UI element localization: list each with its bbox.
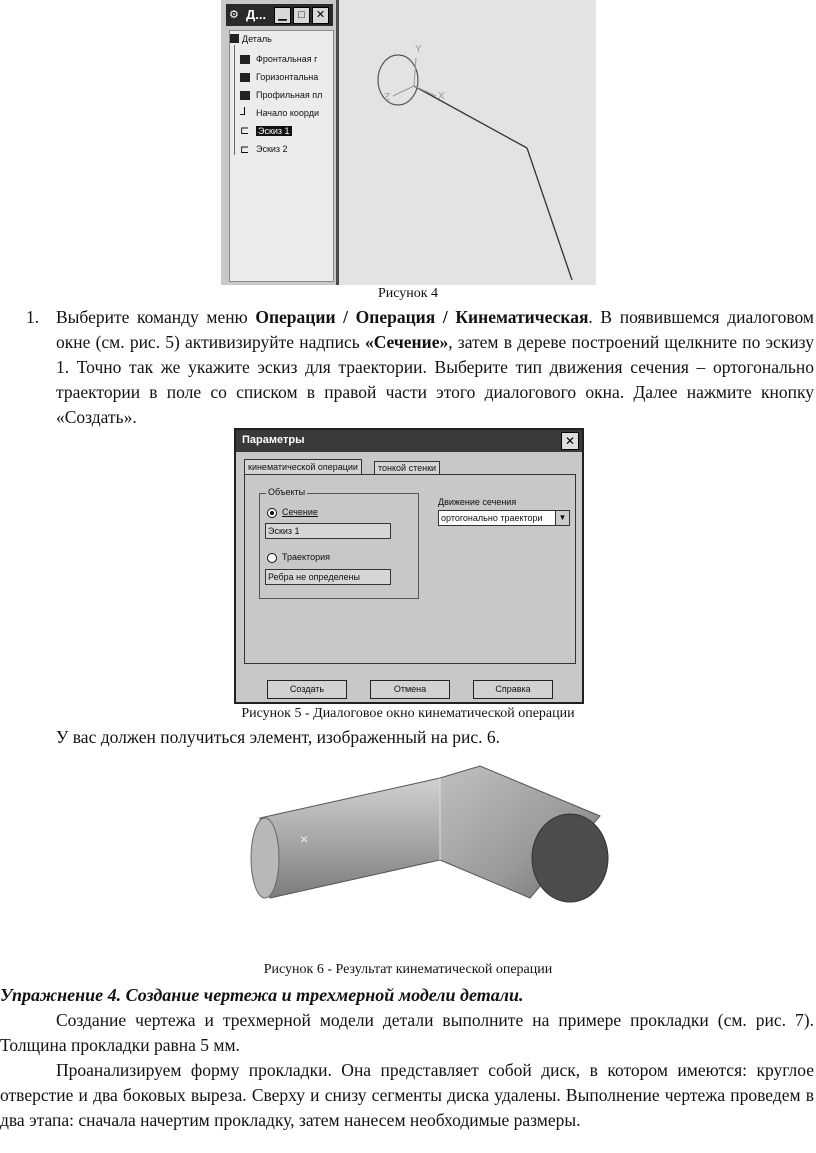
tree-item-origin[interactable]: Начало коорди [256, 108, 319, 118]
sketch-viewport [339, 0, 596, 285]
step-1-text-c: , затем в дереве построений щелкните по эскизу 1. Точно так же укажите эскиз для траектории. Выберите тип движения сечения – ортогонально траектории в поле со списком в правой части этого диалогового окна. Далее нажмите кнопку «Создать». [56, 332, 814, 427]
close-icon[interactable]: ✕ [561, 432, 579, 450]
x-axis-label: X [438, 91, 445, 102]
tree-item-sketch-2[interactable]: Эскиз 2 [256, 144, 288, 154]
step-1-text [56, 305, 814, 430]
minimize-icon[interactable]: ▁ [274, 7, 291, 24]
tab-panel [244, 474, 576, 664]
menu-path: Операции / Операция / Кинематическая [255, 307, 589, 327]
z-axis-label: Z [384, 92, 391, 103]
exercise-paragraph-2: Проанализируем форму прокладки. Она представляет собой диск, в котором имеются: круглое отверстие и два боковых выреза. Сверху и снизу сегменты диска удалены. Выполнение чертежа проведем в два этапа: сначала начертим прокладку, затем нанесем необходимые размеры. [0, 1060, 814, 1130]
maximize-icon[interactable]: □ [293, 7, 310, 24]
tree-item-part[interactable]: Деталь [242, 34, 272, 44]
trajectory-radio[interactable] [267, 553, 277, 563]
figure-6-model [240, 758, 620, 968]
origin-marker-icon: × [300, 831, 309, 847]
tree-window-titlebar [226, 4, 333, 26]
y-axis-label: Y [415, 44, 422, 55]
section-label[interactable]: Сечение [282, 507, 318, 517]
tree-item-horizontal-plane[interactable]: Горизонтальна [256, 72, 319, 82]
sketch-icon: ⊏ [240, 125, 250, 137]
sketch-icon: ⊏ [240, 144, 250, 156]
chevron-down-icon[interactable]: ▼ [555, 511, 569, 525]
help-button[interactable]: Справка [473, 680, 553, 699]
y-axis [414, 58, 416, 86]
section-radio[interactable] [267, 508, 277, 518]
tree-window-title: Д... [246, 7, 267, 22]
figure-5-caption: Рисунок 5 - Диалоговое окно кинематической операции [241, 706, 575, 721]
step-number: 1. [26, 307, 40, 327]
motion-select-value: ортогонально траектори [441, 513, 543, 523]
objects-group [259, 487, 419, 599]
result-text: У вас должен получиться элемент, изображенный на рис. 6. [56, 727, 501, 747]
figure-6-caption: Рисунок 6 - Результат кинематической операции [263, 962, 553, 977]
plane-icon [240, 73, 250, 82]
tree-connector [234, 45, 235, 155]
app-icon: ⚙ [229, 9, 239, 21]
tree-item-frontal-plane[interactable]: Фронтальная г [256, 54, 318, 64]
tab-thin-wall[interactable]: тонкой стенки [374, 461, 440, 475]
model-tree [229, 30, 334, 282]
cylinder-end-face [532, 814, 608, 902]
cancel-button[interactable]: Отмена [370, 680, 450, 699]
dialog-titlebar [236, 430, 582, 452]
step-1-text-b: . В появившемся диалоговом окне (см. рис. 5) активизируйте надпись [56, 307, 814, 352]
trajectory-label[interactable]: Траектория [282, 552, 330, 562]
exercise-paragraph-1: Создание чертежа и трехмерной модели детали выполните на примере прокладки (см. рис. 7). Толщина прокладки равна 5 мм. [0, 1010, 814, 1055]
model-tree-window [221, 0, 339, 285]
dialog-title: Параметры [242, 434, 305, 446]
section-keyword: «Сечение» [364, 332, 449, 352]
tree-item-profile-plane[interactable]: Профильная пл [256, 90, 323, 100]
plane-icon [240, 91, 250, 100]
motion-label: Движение сечения [438, 497, 517, 507]
trajectory-segment-2 [527, 148, 572, 280]
z-axis [393, 86, 414, 96]
origin-icon: ⅃ [240, 106, 247, 118]
figure-4 [221, 0, 596, 285]
trajectory-segment-1 [414, 86, 527, 148]
motion-select[interactable] [438, 510, 570, 526]
trajectory-field[interactable]: Ребра не определены [265, 569, 391, 585]
tab-kinematic-operation[interactable]: кинематической операции [244, 459, 362, 475]
close-icon[interactable]: ✕ [312, 7, 329, 24]
plane-icon [240, 55, 250, 64]
cylinder-start-face [251, 818, 279, 898]
section-field[interactable]: Эскиз 1 [265, 523, 391, 539]
create-button[interactable]: Создать [267, 680, 347, 699]
objects-group-title: Объекты [268, 487, 306, 497]
exercise-heading: Упражнение 4. Создание чертежа и трехмерной модели детали. [0, 985, 524, 1005]
parameters-dialog [234, 428, 584, 704]
figure-4-caption: Рисунок 4 [377, 286, 439, 301]
tree-item-sketch-1[interactable]: Эскиз 1 [258, 126, 290, 136]
step-1-text-a: Выберите команду меню [56, 307, 256, 327]
x-axis [414, 86, 436, 96]
cylinder-segment-1 [260, 778, 440, 898]
part-icon [230, 34, 239, 43]
